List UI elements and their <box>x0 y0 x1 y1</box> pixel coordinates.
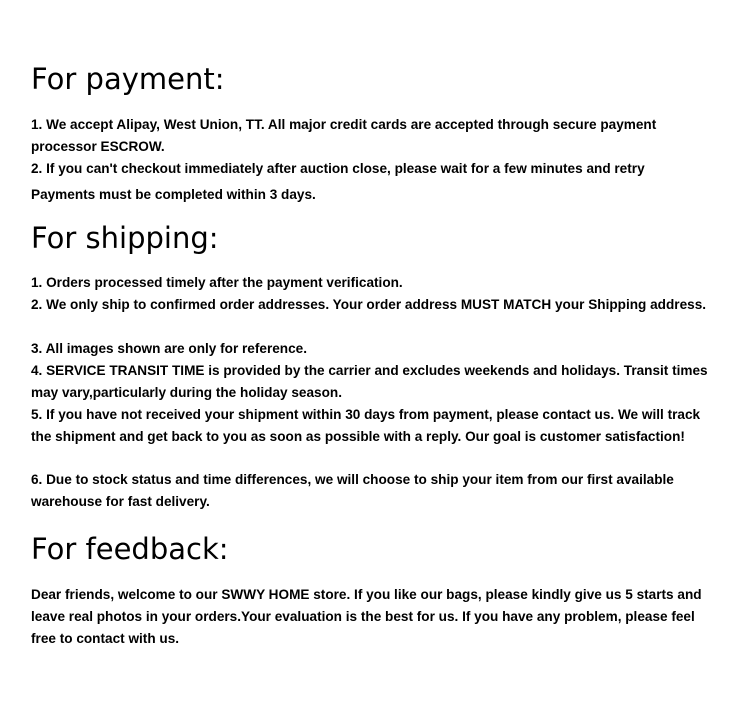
feedback-text: Dear friends, welcome to our SWWY HOME store. If you like our bags, please kindly give us 5 starts and leave real photos in your orders.Your evaluation is the best for us. If you have any problem, please feel free to contact with us. <box>31 587 702 646</box>
payment-item-2: 2. If you can't checkout immediately after auction close, please wait for a few minutes and retry <box>31 161 645 176</box>
shipping-item-6: 6. Due to stock status and time differences, we will choose to ship your item from our first available warehouse for fast delivery. <box>31 472 674 509</box>
payment-heading: For payment: <box>31 62 225 96</box>
shipping-item-5: 5. If you have not received your shipment within 30 days from payment, please contact us. We will track the shipment and get back to you as soon as possible with a reply. Our goal is customer satisfaction! <box>31 407 701 444</box>
shipping-item-1: 1. Orders processed timely after the payment verification. <box>31 275 403 290</box>
payment-item-1: 1. We accept Alipay, West Union, TT. All major credit cards are accepted through secure payment processor ESCROW. <box>31 117 657 154</box>
shipping-item-4: 4. SERVICE TRANSIT TIME is provided by the carrier and excludes weekends and holidays. Transit times may vary,particularly during the holiday season. <box>31 363 708 400</box>
feedback-heading: For feedback: <box>31 532 229 566</box>
payment-item-3: Payments must be completed within 3 days. <box>31 187 316 202</box>
shipping-item-3: 3. All images shown are only for reference. <box>31 341 307 356</box>
shipping-item-2: 2. We only ship to confirmed order addresses. Your order address MUST MATCH your Shipping address. <box>31 297 707 312</box>
shipping-heading: For shipping: <box>31 221 219 255</box>
